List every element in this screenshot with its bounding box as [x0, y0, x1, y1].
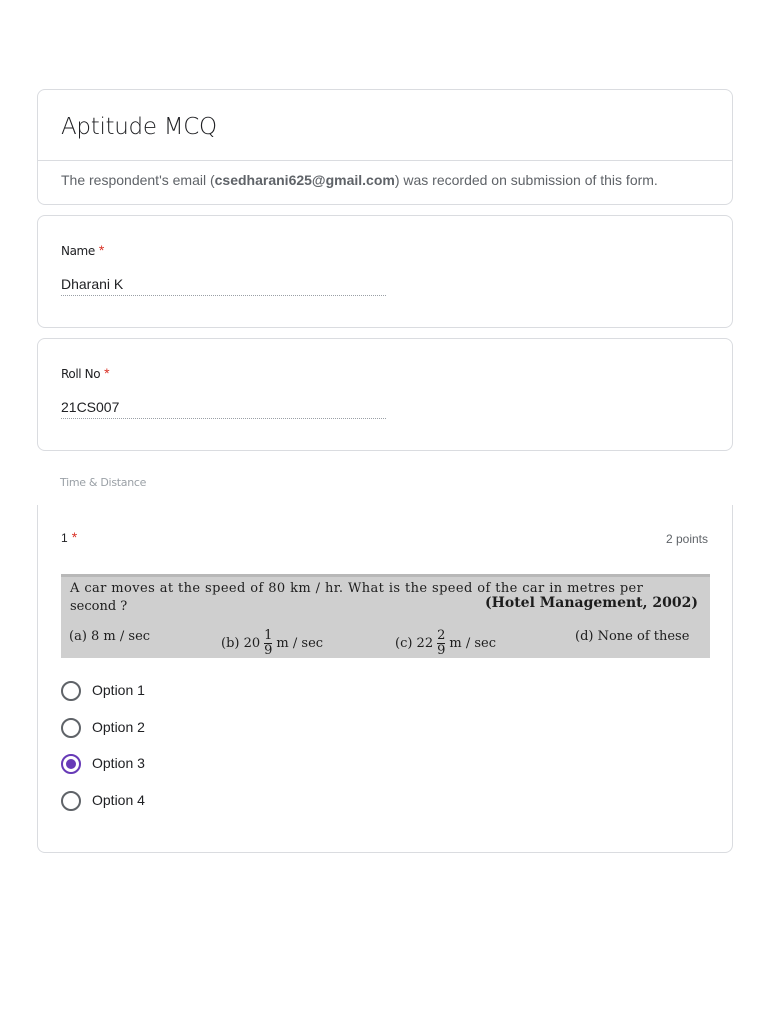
- option-3-label: Option 3: [92, 755, 145, 771]
- image-option-d: (d) None of these: [575, 629, 690, 644]
- email-note-suffix: ) was recorded on submission of this form.: [394, 172, 658, 188]
- option-c-unit: m / sec: [449, 636, 497, 651]
- image-option-b: [221, 629, 323, 658]
- name-answer: Dharani K: [61, 276, 386, 296]
- question-image: [61, 574, 710, 658]
- image-option-c: [395, 629, 496, 658]
- roll-question-label: [61, 365, 109, 381]
- option-b-prefix: (b) 20: [221, 636, 261, 651]
- email-recorded-note: [61, 172, 658, 188]
- fraction-numerator: 1: [264, 628, 273, 643]
- email-note-prefix: The respondent's email (: [61, 172, 215, 188]
- question-text-line-1: A car moves at the speed of 80 km / hr. What is the speed of the car in metres per: [70, 581, 644, 596]
- image-option-a: (a) 8 m / sec: [69, 629, 151, 644]
- roll-label-text: Roll No: [61, 367, 101, 381]
- roll-question-card: [37, 338, 733, 451]
- option-b-fraction: [264, 629, 272, 658]
- question-source: (Hotel Management, 2002): [485, 595, 698, 611]
- name-question-card: [37, 215, 733, 328]
- fraction-denominator: 9: [264, 643, 273, 658]
- fraction-numerator: 2: [437, 628, 446, 643]
- radio-button-selected[interactable]: [61, 754, 81, 774]
- option-c-fraction: [437, 629, 445, 658]
- question-points: 2 points: [665, 532, 708, 546]
- question-number-text: 1: [61, 531, 68, 545]
- option-c-prefix: (c) 22: [395, 636, 434, 651]
- option-1-label: Option 1: [92, 682, 145, 698]
- form-header-card: [37, 89, 733, 205]
- radio-button[interactable]: [61, 681, 81, 701]
- question-1-number: [61, 529, 77, 545]
- question-text-line-2: second ?: [70, 599, 128, 614]
- required-mark: *: [98, 242, 104, 258]
- respondent-email: csedharani625@gmail.com: [214, 172, 395, 188]
- header-divider: [38, 160, 732, 161]
- question-1-card: [37, 505, 733, 853]
- image-top-edge: [61, 574, 710, 577]
- option-2-label: Option 2: [92, 718, 145, 735]
- required-mark: *: [71, 529, 78, 545]
- section-title: Time & Distance: [60, 476, 147, 489]
- name-label-text: Name: [61, 244, 95, 258]
- radio-button[interactable]: [61, 791, 81, 811]
- roll-answer: 21CS007: [61, 399, 386, 419]
- name-question-label: [61, 242, 104, 258]
- option-4-label: Option 4: [92, 791, 145, 808]
- required-mark: *: [104, 365, 110, 381]
- fraction-denominator: 9: [437, 643, 446, 658]
- option-b-unit: m / sec: [276, 636, 324, 651]
- form-title: Aptitude MCQ: [61, 114, 217, 140]
- radio-button[interactable]: [61, 718, 81, 738]
